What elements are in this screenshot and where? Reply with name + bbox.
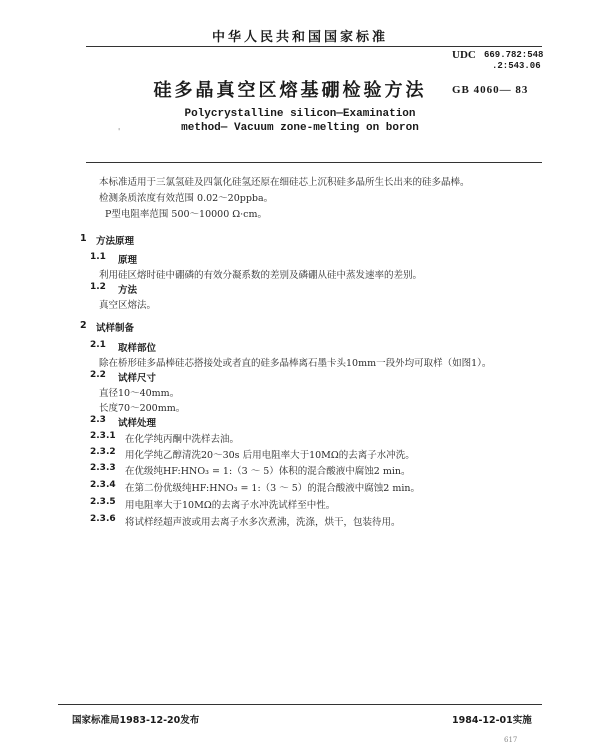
section-2-1-number: 2.1 [90,340,106,350]
section-2-title: 试样制备 [96,323,135,334]
section-1-2-text: 真空区熔法。 [99,300,157,311]
section-2-3-title: 试样处理 [118,418,157,429]
step-2-3-2-number: 2.3.2 [90,447,116,457]
margin-mark: ' [118,127,121,136]
step-2-3-1-text: 在化学纯丙酮中洗样去油。 [125,434,240,445]
section-1-2-number: 1.2 [90,282,106,292]
step-2-3-3-number: 2.3.3 [90,463,116,473]
english-title-line1: Polycrystalline silicon—Examination [184,108,416,120]
section-1-title: 方法原理 [96,236,135,247]
section-1-1-title: 原理 [118,255,138,266]
step-2-3-5-number: 2.3.5 [90,497,116,507]
udc-code-line1: 669.782:548 [484,50,544,60]
section-2-2-diameter: 直径10～40mm。 [99,388,180,399]
section-2-1-title: 取样部位 [118,343,157,354]
step-2-3-6-number: 2.3.6 [90,514,116,524]
standard-number: GB 4060— 83 [452,84,529,96]
section-2-2-title: 试样尺寸 [118,373,157,384]
section-2-number: 2 [80,320,87,331]
issue-date: 国家标准局1983-12-20发布 [72,715,200,726]
english-title-line2: method— Vacuum zone-melting on boron [181,122,419,134]
step-2-3-3-text: 在优级纯HF:HNO₃ = 1:（3 ～ 5）体积的混合酸液中腐蚀2 min。 [125,466,411,477]
section-1-1-number: 1.1 [90,252,106,262]
document-title: 硅多晶真空区熔基硼检验方法 [153,80,427,101]
intro-range: 检测条质浓度有效范围 0.02～20ppba。 [99,193,274,204]
intro-scope: 本标准适用于三氯氢硅及四氯化硅氢还原在细硅芯上沉积硅多晶所生长出来的硅多晶棒。 [99,177,470,188]
intro-resistivity: P型电阻率范围 500～10000 Ω·cm。 [105,209,268,220]
udc-code-line2: .2:543.06 [492,61,541,71]
step-2-3-5-text: 用电阻率大于10MΩ的去离子水冲洗试样至中性。 [125,500,336,511]
footer-rule [58,704,542,705]
header-rule [86,46,542,47]
issuing-authority: 中华人民共和国国家标准 [211,30,388,45]
section-2-2-number: 2.2 [90,370,106,380]
section-2-2-length: 长度70～200mm。 [99,403,186,414]
step-2-3-2-text: 用化学纯乙醇清洗20～30s 后用电阻率大于10MΩ的去离子水冲洗。 [125,450,415,461]
section-1-number: 1 [80,233,87,244]
step-2-3-4-number: 2.3.4 [90,480,116,490]
page-number: 617 [504,736,518,744]
step-2-3-4-text: 在第二份优级纯HF:HNO₃ = 1:（3 ～ 5）的混合酸液中腐蚀2 min。 [125,483,421,494]
step-2-3-6-text: 将试样经超声波或用去离子水多次煮沸，洗涤，烘干，包装待用。 [125,517,401,528]
effective-date: 1984-12-01实施 [452,715,532,726]
section-1-2-title: 方法 [118,285,138,296]
section-2-1-text: 除在桥形硅多晶棒硅芯搭接处或者直的硅多晶棒离石墨卡头10mm一段外均可取样（如图1）。 [99,358,492,369]
section-2-3-number: 2.3 [90,415,106,425]
step-2-3-1-number: 2.3.1 [90,431,116,441]
section-1-1-text: 利用硅区熔时硅中硼磷的有效分凝系数的差别及磷硼从硅中蒸发速率的差别。 [99,270,423,281]
udc-label: UDC [452,49,476,61]
title-rule [86,162,542,163]
